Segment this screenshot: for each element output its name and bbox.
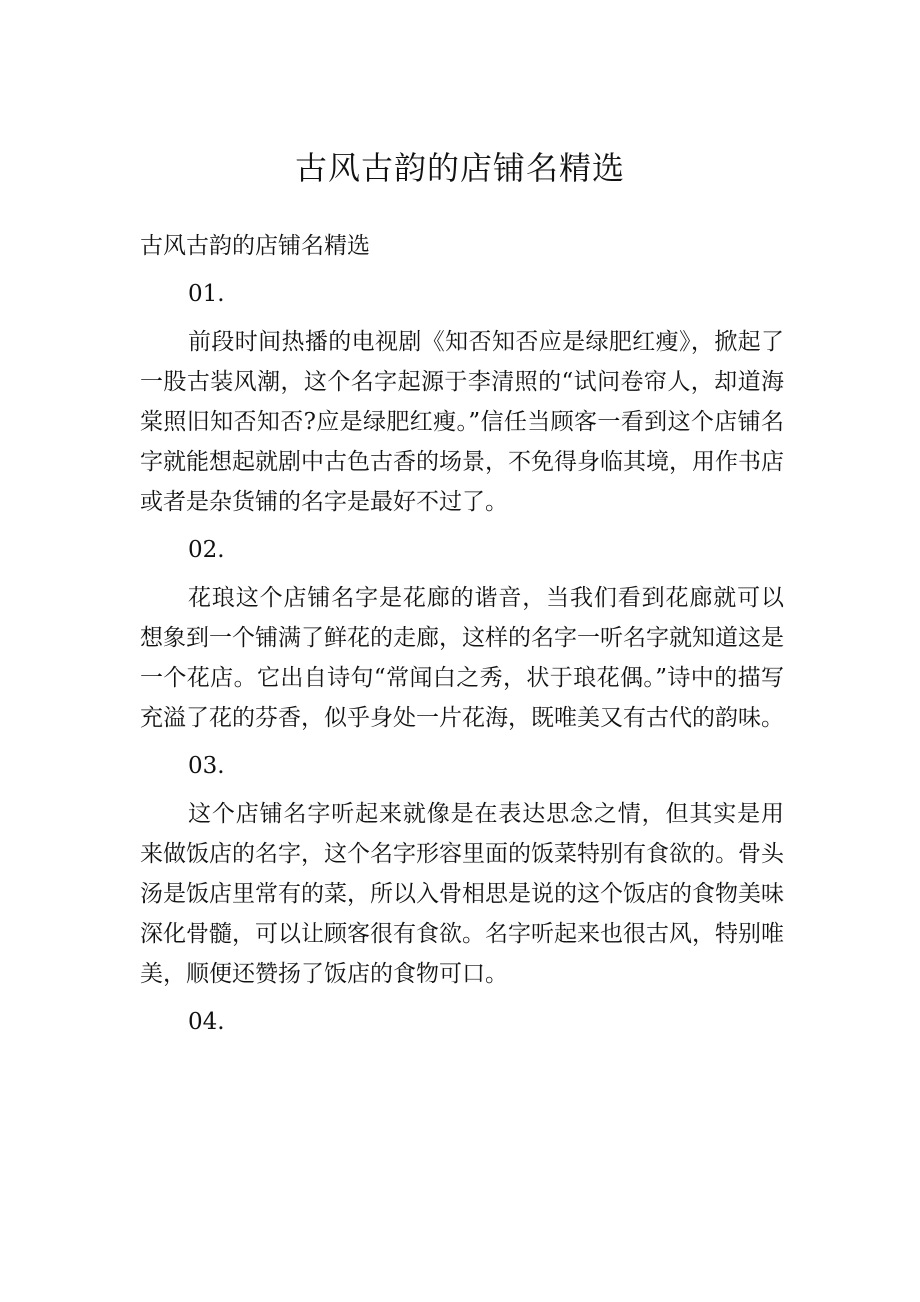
document-body	[140, 226, 784, 1050]
section-paragraph: 前段时间热播的电视剧《知否知否应是绿肥红瘦》，掀起了一股古装风潮，这个名字起源于李清照的“试问卷帘人，却道海棠照旧知否知否?应是绿肥红瘦。”信任当顾客一看到这个店铺名字就能想起就剧中古色古香的场景，不免得身临其境，用作书店或者是杂货铺的名字是最好不过了。	[140, 329, 784, 515]
section-number: 03.	[188, 753, 225, 779]
section-paragraph: 花琅这个店铺名字是花廊的谐音，当我们看到花廊就可以想象到一个铺满了鲜花的走廊，这样的名字一听名字就知道这是一个花店。它出自诗句“常闻白之秀，状于琅花偶。”诗中的描写充溢了花的芬香，似乎身处一片花海，既唯美又有古代的韵味。	[140, 585, 784, 731]
document-subtitle: 古风古韵的店铺名精选	[140, 233, 370, 259]
section-number: 04.	[188, 1009, 225, 1035]
section-paragraph: 这个店铺名字听起来就像是在表达思念之情，但其实是用来做饭店的名字，这个名字形容里面的饭菜特别有食欲的。骨头汤是饭店里常有的菜，所以入骨相思是说的这个饭店的食物美味深化骨髓，可以让顾客很有食欲。名字听起来也很古风，特别唯美，顺便还赞扬了饭店的食物可口。	[140, 801, 784, 987]
section-number: 01.	[188, 281, 225, 307]
document-title: 古风古韵的店铺名精选	[294, 149, 625, 187]
section-number: 02.	[188, 537, 225, 563]
